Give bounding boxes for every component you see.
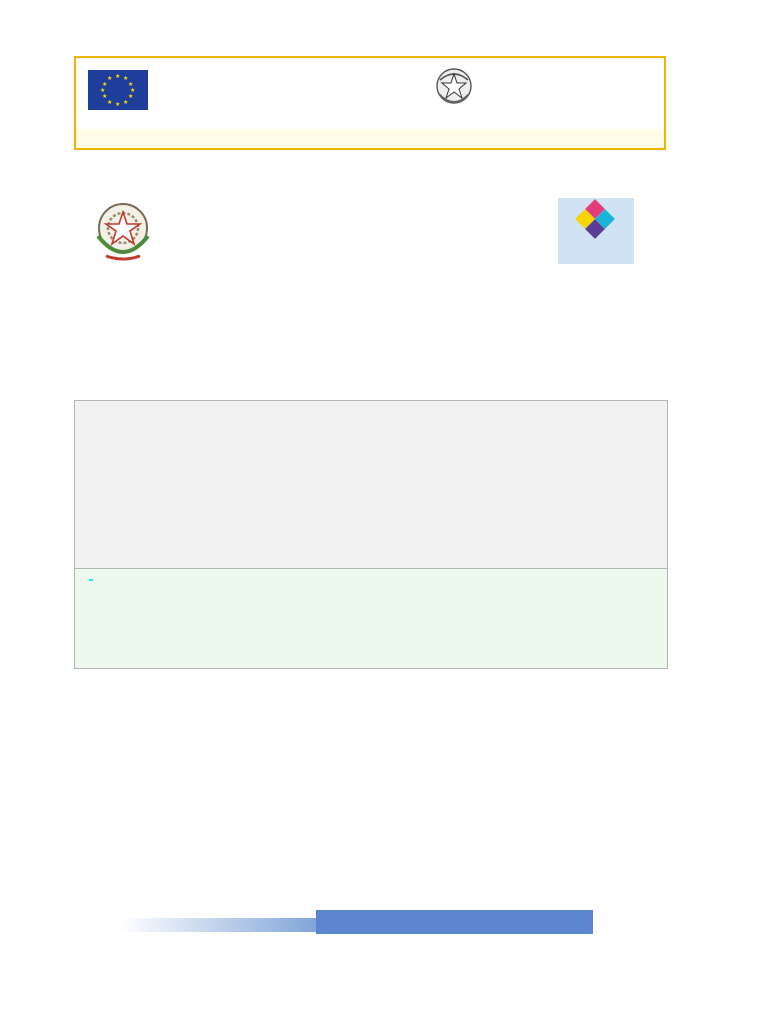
banner-strip bbox=[76, 129, 664, 148]
bando-title bbox=[89, 579, 93, 581]
bando-box bbox=[74, 569, 668, 669]
footer-strip-fade bbox=[120, 918, 320, 932]
intro-box bbox=[74, 400, 668, 569]
footer-strip-solid bbox=[316, 910, 593, 934]
footer-slogan-strip bbox=[120, 910, 593, 934]
itis-logo bbox=[558, 198, 634, 264]
italian-republic-emblem-icon bbox=[92, 198, 154, 266]
eu-flag-icon: ★ ★ ★ ★ ★ ★ ★ ★ ★ ★ ★ ★ bbox=[88, 70, 148, 110]
pon-logo bbox=[302, 62, 420, 118]
italian-republic-emblem-icon bbox=[434, 66, 474, 110]
pon-banner bbox=[74, 56, 666, 150]
